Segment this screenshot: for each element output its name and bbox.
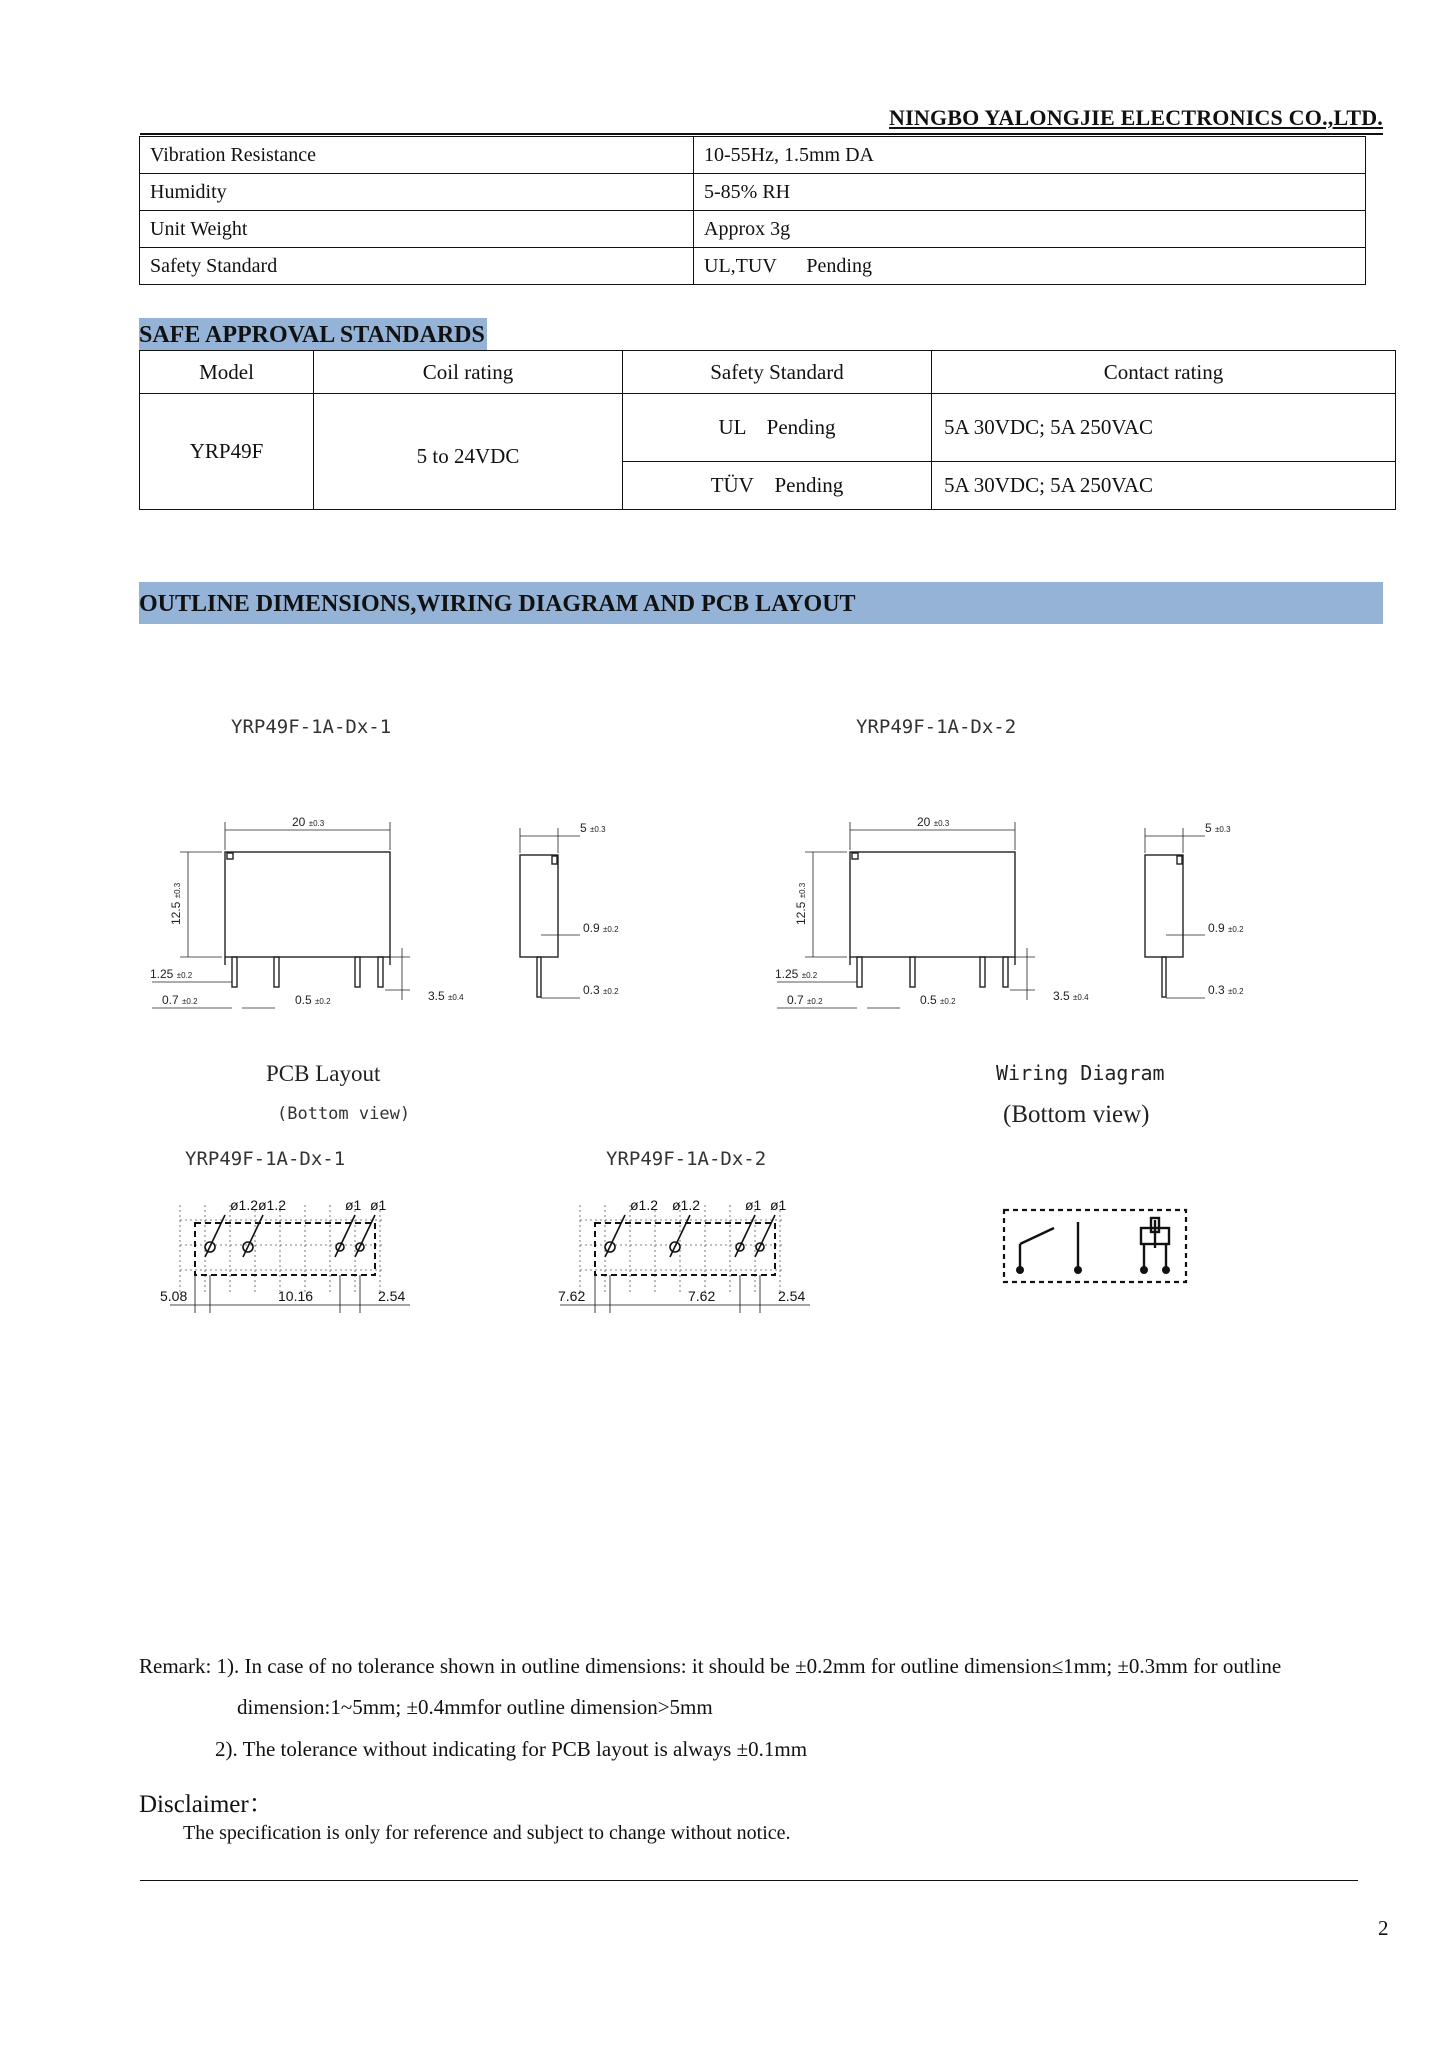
model-label-2: YRP49F-1A-Dx-2 bbox=[856, 716, 1017, 738]
pcb-dim: 5.08 bbox=[160, 1288, 188, 1304]
switch-arm bbox=[1020, 1228, 1054, 1244]
standard-cell: UL Pending bbox=[623, 394, 932, 462]
section-heading-safe-approval: SAFE APPROVAL STANDARDS bbox=[139, 318, 487, 350]
dim-height: 12.5 bbox=[794, 901, 808, 925]
disclaimer-text: The specification is only for reference and subject to change without notice. bbox=[183, 1822, 791, 1844]
wiring-diagram-subtitle: (Bottom view) bbox=[1003, 1101, 1150, 1128]
table-row bbox=[140, 137, 1366, 174]
dim-length: 20 bbox=[292, 815, 306, 829]
spec-label: Safety Standard bbox=[140, 248, 694, 285]
dim-d1: 1.25 bbox=[150, 967, 174, 981]
pcb-dim: 2.54 bbox=[378, 1288, 406, 1304]
dim-tol: ±0.2 bbox=[1228, 987, 1244, 996]
spec-value: Approx 3g bbox=[694, 211, 1366, 248]
wiring-diagram-title: Wiring Diagram bbox=[996, 1061, 1165, 1085]
table-header-row bbox=[140, 351, 1396, 394]
dim-tol: ±0.2 bbox=[603, 925, 619, 934]
hole-label: ø1 bbox=[345, 1197, 362, 1213]
remark-2: 2). The tolerance without indicating for PCB layout is always ±0.1mm bbox=[215, 1737, 808, 1761]
dim-d2: 0.7 bbox=[787, 993, 804, 1007]
dim-pin-w: 0.9 bbox=[1208, 921, 1225, 935]
spec-label: Humidity bbox=[140, 174, 694, 211]
outline-drawing-1 bbox=[140, 800, 640, 1030]
coil-cell: 5 to 24VDC bbox=[314, 394, 623, 510]
pcb-dim: 7.62 bbox=[688, 1288, 716, 1304]
relay-body bbox=[225, 852, 390, 957]
svg-text:0.3 ±0.2 bbox=[583, 983, 619, 997]
spec-value: UL,TUV Pending bbox=[694, 248, 1366, 285]
svg-text:0.9 ±0.2 bbox=[583, 921, 619, 935]
dim-d1: 1.25 bbox=[775, 967, 799, 981]
dim-tol: ±0.3 bbox=[933, 819, 950, 828]
dim-length: 20 bbox=[917, 815, 931, 829]
hole-label: ø1 bbox=[745, 1197, 762, 1213]
dim-tol: ±0.4 bbox=[448, 993, 464, 1002]
col-header: Coil rating bbox=[314, 351, 623, 394]
dim-tol: ±0.2 bbox=[176, 971, 193, 980]
header-rule bbox=[140, 133, 1383, 135]
dim-tol: ±0.3 bbox=[590, 825, 606, 834]
contact-cell: 5A 30VDC; 5A 250VAC bbox=[932, 462, 1396, 510]
svg-text:5 ±0.3 bbox=[1205, 821, 1231, 835]
svg-text:20 ±0.3 bbox=[292, 815, 325, 829]
dim-width: 5 bbox=[580, 821, 587, 835]
pcb-dim: 10.16 bbox=[278, 1288, 314, 1304]
pcb-layout-1 bbox=[150, 1185, 430, 1325]
wiring-diagram bbox=[998, 1200, 1198, 1290]
table-row bbox=[140, 211, 1366, 248]
hole-label: ø1.2 bbox=[672, 1197, 701, 1213]
svg-text:0.9 ±0.2 bbox=[1208, 921, 1244, 935]
pcb-model-label-2: YRP49F-1A-Dx-2 bbox=[606, 1148, 767, 1170]
svg-text:12.5 ±0.3 bbox=[794, 882, 808, 925]
footer-rule bbox=[140, 1880, 1358, 1881]
spec-table bbox=[139, 136, 1366, 285]
contact-cell: 5A 30VDC; 5A 250VAC bbox=[932, 394, 1396, 462]
dim-tol: ±0.2 bbox=[940, 997, 956, 1006]
relay-side bbox=[520, 855, 558, 957]
model-cell: YRP49F bbox=[140, 394, 314, 510]
dim-height: 12.5 bbox=[169, 901, 183, 925]
dim-tol: ±0.2 bbox=[801, 971, 818, 980]
svg-text:1.25 ±0.2 bbox=[150, 967, 193, 981]
svg-text:0.7 ±0.2 bbox=[162, 993, 198, 1007]
dim-d2: 0.7 bbox=[162, 993, 179, 1007]
svg-text:0.5 ±0.2 bbox=[295, 993, 331, 1007]
dim-tol: ±0.3 bbox=[173, 882, 182, 899]
dim-d3: 0.5 bbox=[295, 993, 312, 1007]
svg-text:5 ±0.3 bbox=[580, 821, 606, 835]
standard-cell: TÜV Pending bbox=[623, 462, 932, 510]
hole-label: ø1.2 bbox=[258, 1197, 287, 1213]
dim-tol: ±0.2 bbox=[1228, 925, 1244, 934]
svg-text:20 ±0.3 bbox=[917, 815, 950, 829]
dim-tol: ±0.3 bbox=[798, 882, 807, 899]
pcb-layout-subtitle: (Bottom view) bbox=[277, 1104, 411, 1124]
pcb-dim: 7.62 bbox=[558, 1288, 586, 1304]
safe-approval-table bbox=[139, 350, 1396, 510]
dim-width: 5 bbox=[1205, 821, 1212, 835]
svg-text:1.25 ±0.2 bbox=[775, 967, 818, 981]
spec-label: Unit Weight bbox=[140, 211, 694, 248]
page-number: 2 bbox=[1378, 1916, 1389, 1940]
remark-1a: Remark: 1). In case of no tolerance shown in outline dimensions: it should be ±0.2mm for outline dimension≤1mm; ±0.3mm for outline bbox=[139, 1654, 1282, 1678]
spec-label: Vibration Resistance bbox=[140, 137, 694, 174]
dim-pin-height: 3.5 bbox=[428, 989, 445, 1003]
col-header: Contact rating bbox=[932, 351, 1396, 394]
spec-value: 5-85% RH bbox=[694, 174, 1366, 211]
svg-text:0.3 ±0.2 bbox=[1208, 983, 1244, 997]
hole-label: ø1.2 bbox=[230, 1197, 259, 1213]
pcb-model-label-1: YRP49F-1A-Dx-1 bbox=[185, 1148, 346, 1170]
svg-text:3.5 ±0.4 bbox=[1053, 989, 1089, 1003]
dim-tol: ±0.2 bbox=[182, 997, 198, 1006]
remark-1b: dimension:1~5mm; ±0.4mmfor outline dimension>5mm bbox=[237, 1695, 713, 1719]
dim-tol: ±0.2 bbox=[603, 987, 619, 996]
dim-tol: ±0.2 bbox=[807, 997, 823, 1006]
pcb-layout-2 bbox=[550, 1185, 830, 1325]
col-header: Model bbox=[140, 351, 314, 394]
dim-tol: ±0.4 bbox=[1073, 993, 1089, 1002]
table-row bbox=[140, 174, 1366, 211]
svg-text:0.7 ±0.2 bbox=[787, 993, 823, 1007]
outline-drawing-2 bbox=[765, 800, 1265, 1030]
table-row bbox=[140, 394, 1396, 462]
dim-tol: ±0.2 bbox=[315, 997, 331, 1006]
dim-pin-height: 3.5 bbox=[1053, 989, 1070, 1003]
svg-text:0.5 ±0.2 bbox=[920, 993, 956, 1007]
dim-d3: 0.5 bbox=[920, 993, 937, 1007]
hole-label: ø1 bbox=[770, 1197, 787, 1213]
pcb-layout-title: PCB Layout bbox=[266, 1061, 381, 1086]
model-label-1: YRP49F-1A-Dx-1 bbox=[231, 716, 392, 738]
svg-text:3.5 ±0.4 bbox=[428, 989, 464, 1003]
section-heading-outline: OUTLINE DIMENSIONS,WIRING DIAGRAM AND PCB LAYOUT bbox=[139, 582, 1383, 624]
disclaimer-title: Disclaimer： bbox=[139, 1791, 274, 1818]
dim-pin-t: 0.3 bbox=[583, 983, 600, 997]
hole-label: ø1 bbox=[370, 1197, 387, 1213]
svg-text:12.5 ±0.3 bbox=[169, 882, 183, 925]
spec-value: 10-55Hz, 1.5mm DA bbox=[694, 137, 1366, 174]
dim-tol: ±0.3 bbox=[1215, 825, 1231, 834]
company-name: NINGBO YALONGJIE ELECTRONICS CO.,LTD. bbox=[889, 105, 1383, 130]
hole-label: ø1.2 bbox=[630, 1197, 659, 1213]
dim-pin-w: 0.9 bbox=[583, 921, 600, 935]
dim-tol: ±0.3 bbox=[308, 819, 325, 828]
dim-pin-t: 0.3 bbox=[1208, 983, 1225, 997]
col-header: Safety Standard bbox=[623, 351, 932, 394]
table-row bbox=[140, 248, 1366, 285]
pcb-dim: 2.54 bbox=[778, 1288, 806, 1304]
